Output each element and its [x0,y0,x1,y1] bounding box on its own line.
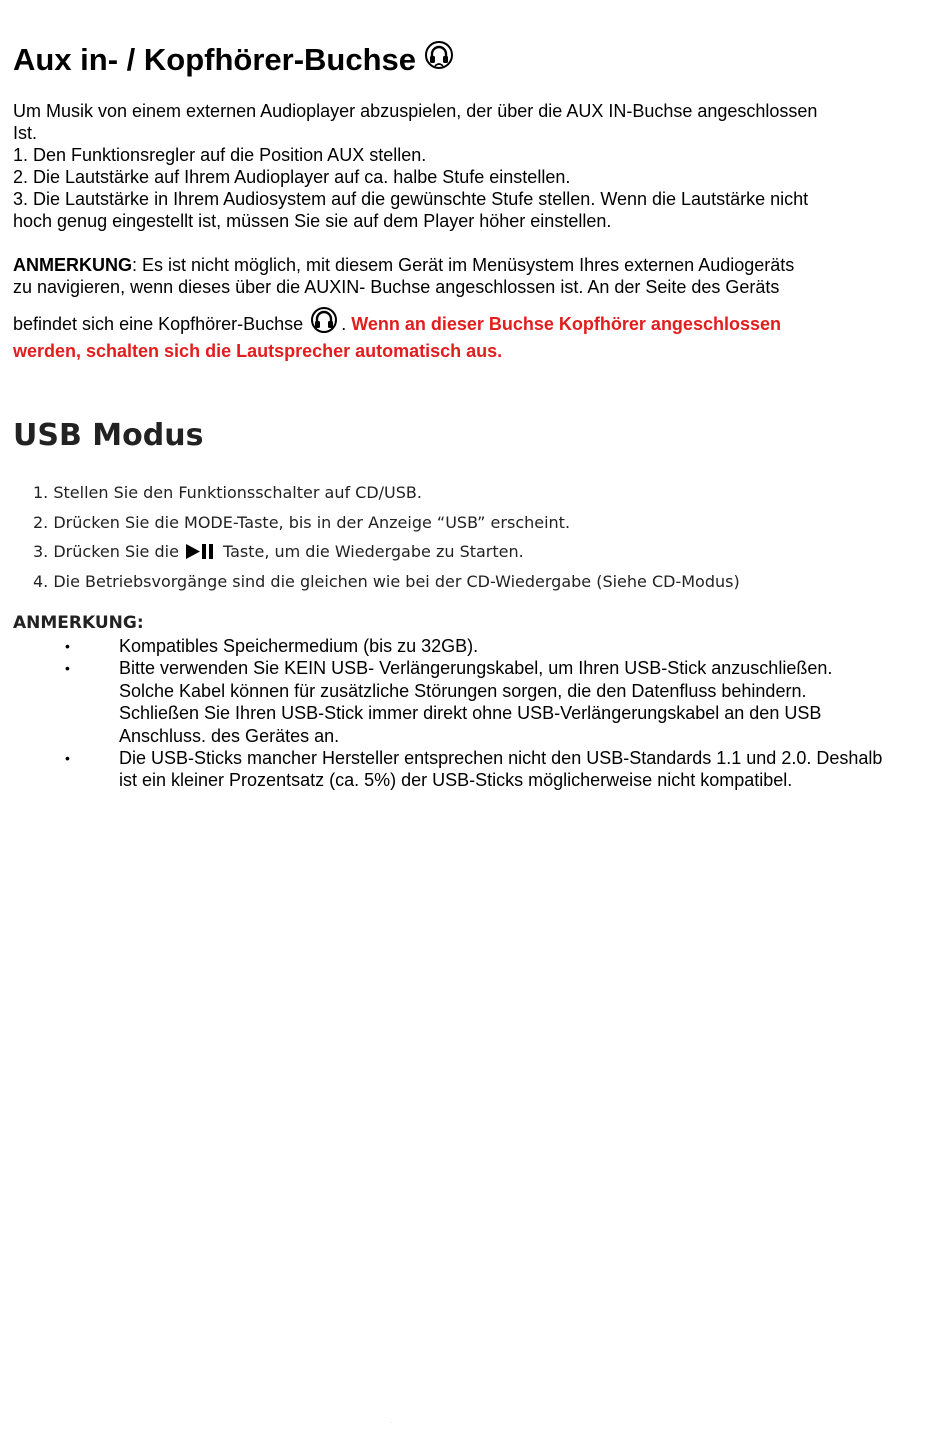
aux-note-line2: zu navigieren, wenn dieses über die AUXIN- Buchse angeschlossen ist. An der Seite des Geräts [13,277,780,297]
usb-note-text: Die USB-Sticks mancher Hersteller entsprechen nicht den USB-Standards 1.1 und 2.0. Deshalb ist ein kleiner Prozentsatz (ca. 5%) der USB-Sticks möglicherweise nicht kompatibel. [119,748,883,791]
usb-note-item [13,657,883,747]
headphone-icon [309,306,339,340]
aux-title-text: Aux in- / Kopfhörer-Buchse [13,42,417,77]
usb-steps-list [33,478,740,596]
aux-note-label: ANMERKUNG [13,255,132,275]
aux-note [13,254,893,362]
usb-notes-list [13,635,883,792]
usb-step-3-text: 3. Drücken Sie die [33,542,179,561]
aux-intro-line2: Ist. [13,123,38,143]
aux-step-1: 1. Den Funktionsregler auf die Position AUX stellen. [13,145,427,165]
usb-note-text: Kompatibles Speichermedium (bis zu 32GB). [119,636,479,656]
aux-step-3-line1: 3. Die Lautstärke in Ihrem Audiosystem auf die gewünschte Stufe stellen. Wenn die Lautstärke nicht [13,189,809,209]
usb-step-2: 2. Drücken Sie die MODE-Taste, bis in der Anzeige “USB” erscheint. [33,512,571,532]
aux-note-line3-text: befindet sich eine Kopfhörer-Buchse [13,314,304,334]
usb-step-4: 4. Die Betriebsvorgänge sind die gleichen wie bei der CD-Wiedergabe (Siehe CD-Modus) [33,571,740,591]
usb-section-title: USB Modus [13,418,204,453]
aux-note-line1-text: : Es ist nicht möglich, mit diesem Gerät im Menüsystem Ihres externen Audiogeräts [132,255,795,275]
aux-section-title [13,38,454,82]
aux-note-line1 [13,254,893,276]
usb-step-3 [33,537,740,567]
usb-step-1: 1. Stellen Sie den Funktionsschalter auf CD/USB. [33,483,422,502]
page-footer-mark: . [390,1416,393,1425]
headphone-icon [424,38,454,82]
headphone-warning-line2: werden, schalten sich die Lautsprecher automatisch aus. [13,341,503,361]
headphone-warning-line1: Wenn an dieser Buchse Kopfhörer angeschlossen [346,314,781,334]
aux-intro-line1: Um Musik von einem externen Audioplayer abzuspielen, der über die AUX IN-Buchse angeschlossen [13,101,818,121]
usb-note-label: ANMERKUNG: [13,613,144,633]
aux-note-dot: . [341,314,347,334]
aux-step-2: 2. Die Lautstärke auf Ihrem Audioplayer auf ca. halbe Stufe einstellen. [13,167,571,187]
bullet-icon: • [65,638,70,654]
bullet-icon: • [65,750,70,767]
aux-instructions [13,100,893,232]
usb-step-3-after: Taste, um die Wiedergabe zu Starten. [222,542,524,561]
aux-step-3-line2: hoch genug eingestellt ist, müssen Sie sie auf dem Player höher einstellen. [13,211,612,231]
usb-note-text: Bitte verwenden Sie KEIN USB- Verlängerungskabel, um Ihren USB-Stick anzuschließen. Solche Kabel können für zusätzliche Störungen sorgen, die den Datenfluss behindern. Schließen Sie Ihren USB-Stick immer direkt ohne USB-Verlängerungskabel an den USB Anschluss. des Gerätes an. [119,658,833,746]
play-pause-icon [185,540,215,569]
usb-note-item [13,635,883,657]
aux-note-line3 [13,306,893,340]
bullet-icon: • [65,660,70,677]
usb-note-item [13,747,883,792]
